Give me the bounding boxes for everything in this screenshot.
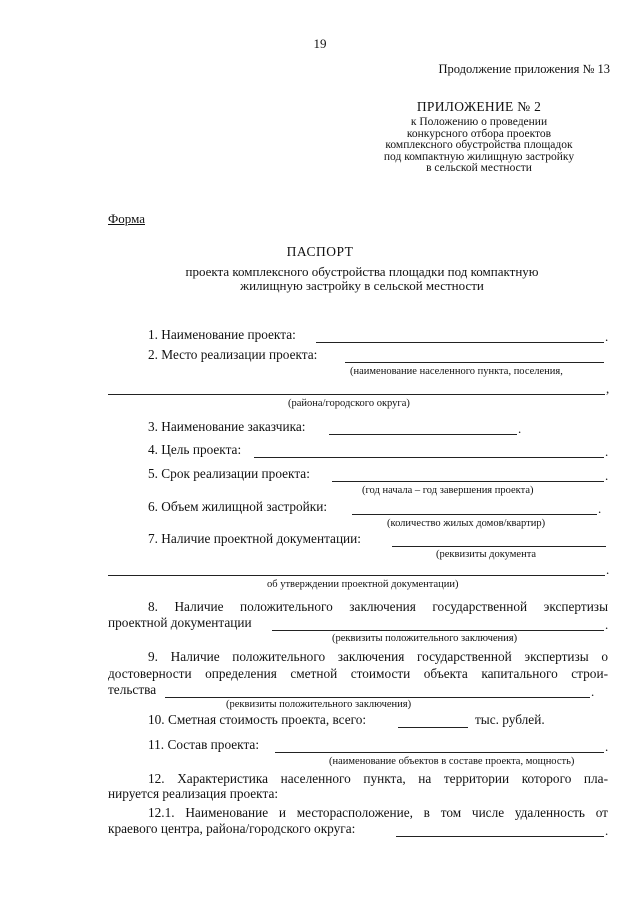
item-12-paragraph xyxy=(108,770,608,787)
item-2-field-2[interactable] xyxy=(108,394,605,395)
item-5-field[interactable] xyxy=(332,481,604,482)
item-5-label: 5. Срок реализации проекта: xyxy=(148,466,310,481)
item-4-field[interactable] xyxy=(254,457,604,458)
item-2-caption-1: (наименование населенного пункта, поселения, xyxy=(350,366,563,377)
item-1-dot: . xyxy=(605,329,609,344)
item-8-field[interactable] xyxy=(272,630,604,631)
item-7-caption-1: (реквизиты документа xyxy=(436,549,537,560)
item-6-caption: (количество жилых домов/квартир) xyxy=(387,518,546,529)
item-6-dot: . xyxy=(598,501,602,516)
item-12-line-1: 12. Характеристика населенного пункта, на территории которого пла- xyxy=(148,771,608,786)
item-6-label: 6. Объем жилищной застройки: xyxy=(148,499,328,514)
item-2-caption-2: (района/городского округа) xyxy=(288,398,410,409)
item-5-dot: . xyxy=(605,468,609,483)
continuation-note: Продолжение приложения № 13 xyxy=(438,62,610,76)
item-9-dot: . xyxy=(591,684,595,699)
item-9-line-3: тельства xyxy=(108,682,157,697)
appendix-line: в сельской местности xyxy=(426,162,532,174)
item-12-1-line-1: 12.1. Наименование и месторасположение, в том числе удаленность от xyxy=(148,805,608,820)
item-11-caption: (наименование объектов в составе проекта, мощность) xyxy=(329,756,575,767)
item-11-dot: . xyxy=(605,739,609,754)
item-7-label: 7. Наличие проектной документации: xyxy=(148,531,361,546)
item-7-field-2[interactable] xyxy=(108,575,605,576)
appendix-line: конкурсного отбора проектов xyxy=(406,127,552,140)
item-8-paragraph xyxy=(108,598,608,615)
item-8-line-2: проектной документации xyxy=(108,615,252,630)
item-8-dot: . xyxy=(605,617,609,632)
item-2-field[interactable] xyxy=(345,362,604,363)
item-10-field[interactable] xyxy=(398,727,468,728)
item-9-field[interactable] xyxy=(165,697,590,698)
appendix-title: ПРИЛОЖЕНИЕ № 2 xyxy=(416,99,542,114)
item-4-dot: . xyxy=(605,444,609,459)
item-8-line-1: 8. Наличие положительного заключения государственной экспертизы xyxy=(148,599,608,614)
item-6-field[interactable] xyxy=(352,514,597,515)
item-12-line-2: нируется реализация проекта: xyxy=(108,786,279,801)
item-9-paragraph xyxy=(108,648,608,682)
item-12-1-field[interactable] xyxy=(396,836,604,837)
item-12-1-dot: . xyxy=(605,823,609,838)
item-2-comma: , xyxy=(606,381,610,396)
item-9-line-1: 9. Наличие положительного заключения государственной экспертизы о xyxy=(148,649,608,664)
appendix-line: под компактную жилищную застройку xyxy=(383,150,575,163)
passport-subtitle-line: жилищную застройку в сельской местности xyxy=(240,278,484,293)
item-4-label: 4. Цель проекта: xyxy=(148,442,242,457)
appendix-line: к Положению о проведении xyxy=(410,116,548,128)
item-12-1-line-2: краевого центра, района/городского округа: xyxy=(108,821,356,836)
item-3-field[interactable] xyxy=(329,434,517,435)
item-11-field[interactable] xyxy=(275,752,604,753)
item-8-caption: (реквизиты положительного заключения) xyxy=(332,633,518,644)
item-9-caption: (реквизиты положительного заключения) xyxy=(226,699,412,710)
passport-subtitle-line: проекта комплексного обустройства площадки под компактную xyxy=(185,264,539,279)
item-9-line-2: достоверности определения сметной стоимости объекта капитального строи- xyxy=(108,666,608,681)
item-10-label: 10. Сметная стоимость проекта, всего: xyxy=(148,712,367,727)
item-10-unit: тыс. рублей. xyxy=(475,712,545,727)
item-3-label: 3. Наименование заказчика: xyxy=(148,419,306,434)
item-2-label: 2. Место реализации проекта: xyxy=(148,347,318,362)
appendix-line: комплексного обустройства площадок xyxy=(385,139,573,151)
item-5-caption: (год начала – год завершения проекта) xyxy=(362,485,534,496)
item-7-caption-2: об утверждении проектной документации) xyxy=(267,579,459,590)
item-7-dot: . xyxy=(606,562,610,577)
item-12-1-paragraph xyxy=(108,804,608,821)
item-11-label: 11. Состав проекта: xyxy=(148,737,260,752)
form-label: Форма xyxy=(108,211,145,226)
item-1-label: 1. Наименование проекта: xyxy=(148,327,296,342)
item-7-field[interactable] xyxy=(392,546,606,547)
page-number: 19 xyxy=(313,36,327,51)
passport-title: ПАСПОРТ xyxy=(286,244,354,259)
passport-subtitle xyxy=(120,265,604,293)
appendix-subtitle xyxy=(380,117,578,175)
item-3-dot: . xyxy=(518,421,522,436)
item-1-field[interactable] xyxy=(316,342,604,343)
